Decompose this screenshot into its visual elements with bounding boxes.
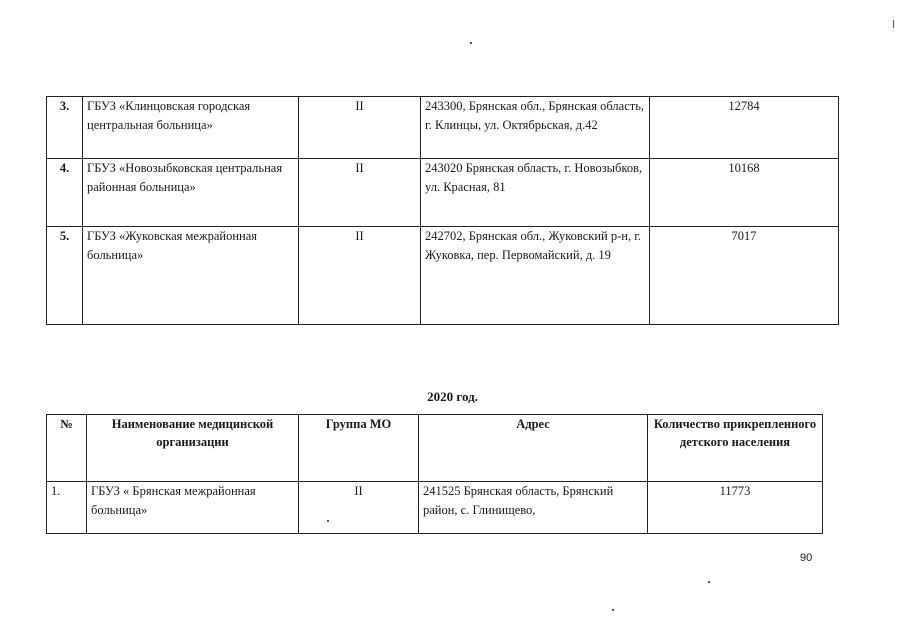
scan-speck [470, 42, 472, 44]
mo-group: II [299, 159, 421, 227]
scan-speck [708, 581, 710, 583]
organization-name: ГБУЗ «Новозыбковская центральная районная больница» [83, 159, 299, 227]
scan-speck [612, 609, 614, 611]
table-row [47, 227, 839, 325]
table-row [47, 482, 823, 534]
child-population-count: 10168 [650, 159, 839, 227]
table-2019 [46, 96, 839, 325]
scan-speck [893, 20, 894, 28]
address: 242702, Брянская обл., Жуковский р-н, г. Жуковка, пер. Первомайский, д. 19 [421, 227, 650, 325]
child-population-count: 12784 [650, 97, 839, 159]
mo-group: II [299, 482, 419, 534]
child-population-count: 11773 [648, 482, 823, 534]
scan-speck [327, 520, 329, 522]
row-number: 5. [47, 227, 83, 325]
row-number: 3. [47, 97, 83, 159]
row-number: 4. [47, 159, 83, 227]
address: 241525 Брянская область, Брянский район, с. Глинищево, [419, 482, 648, 534]
header-organization-name: Наименование медицинской организации [87, 415, 299, 482]
header-address: Адрес [419, 415, 648, 482]
organization-name: ГБУЗ «Клинцовская городская центральная больница» [83, 97, 299, 159]
header-number: № [47, 415, 87, 482]
year-heading: 2020 год. [427, 389, 478, 404]
mo-group: II [299, 97, 421, 159]
organization-name: ГБУЗ «Жуковская межрайонная больница» [83, 227, 299, 325]
page-number: 90 [800, 552, 813, 564]
table-2020 [46, 414, 823, 534]
row-number: 1. [47, 482, 87, 534]
mo-group: II [299, 227, 421, 325]
table-row [47, 97, 839, 159]
table-row [47, 159, 839, 227]
header-child-population-count: Количество прикрепленного детского населения [648, 415, 823, 482]
header-mo-group: Группа МО [299, 415, 419, 482]
table-header-row [47, 415, 823, 482]
address: 243300, Брянская обл., Брянская область, г. Клинцы, ул. Октябрьская, д.42 [421, 97, 650, 159]
child-population-count: 7017 [650, 227, 839, 325]
organization-name: ГБУЗ « Брянская межрайонная больница» [87, 482, 299, 534]
address: 243020 Брянская область, г. Новозыбков, ул. Красная, 81 [421, 159, 650, 227]
